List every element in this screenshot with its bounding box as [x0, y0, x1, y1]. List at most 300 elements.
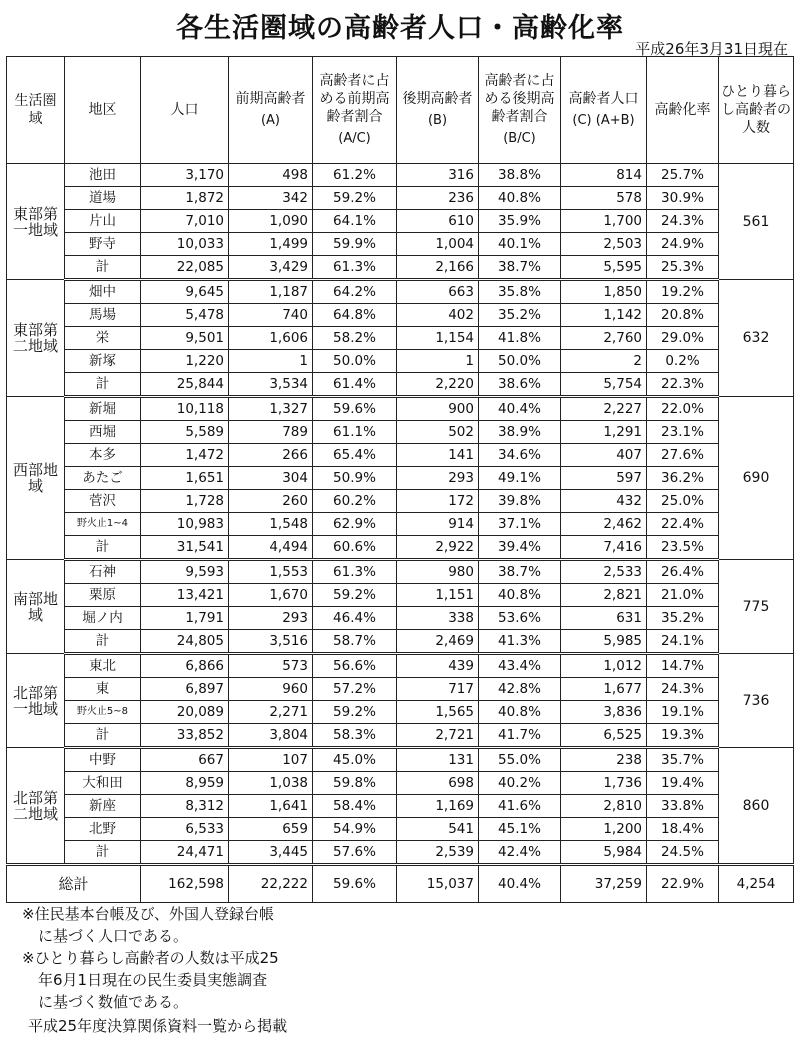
population-cell: 7,010: [141, 210, 229, 233]
late-ratio-cell: 37.1%: [479, 513, 561, 536]
grand-elderly-population-cell: 37,259: [561, 865, 647, 903]
early-elderly-cell: 1,553: [229, 560, 313, 584]
table-row: [7, 818, 794, 841]
aging-rate-cell: 20.8%: [647, 304, 719, 327]
late-elderly-cell: 1,169: [397, 795, 479, 818]
district-name: 北野: [65, 818, 141, 841]
early-elderly-cell: 107: [229, 748, 313, 772]
aging-rate-cell: 19.2%: [647, 280, 719, 304]
late-ratio-cell: 41.3%: [479, 630, 561, 654]
table-row: [7, 304, 794, 327]
living-alone-count: 775: [719, 560, 794, 654]
grand-population-cell: 162,598: [141, 865, 229, 903]
early-ratio-cell: 64.1%: [313, 210, 397, 233]
early-elderly-cell: 3,804: [229, 724, 313, 748]
population-cell: 13,421: [141, 584, 229, 607]
population-cell: 1,472: [141, 444, 229, 467]
header-late-ratio: 高齢者に占める後期高齢者割合 (B/C): [479, 57, 561, 164]
header-elderly-population: 高齢者人口 (C) (A+B): [561, 57, 647, 164]
early-ratio-cell: 59.8%: [313, 772, 397, 795]
late-ratio-cell: 41.8%: [479, 327, 561, 350]
aging-rate-cell: 18.4%: [647, 818, 719, 841]
population-cell: 8,312: [141, 795, 229, 818]
header-population: 人口: [141, 57, 229, 164]
as-of-date: 平成26年3月31日現在: [635, 40, 788, 58]
late-elderly-cell: 717: [397, 678, 479, 701]
early-elderly-cell: 1,038: [229, 772, 313, 795]
late-elderly-cell: 900: [397, 397, 479, 421]
district-name: 野火止1~4: [65, 513, 141, 536]
late-elderly-cell: 2,922: [397, 536, 479, 560]
late-ratio-cell: 38.9%: [479, 421, 561, 444]
aging-rate-cell: 30.9%: [647, 187, 719, 210]
early-ratio-cell: 62.9%: [313, 513, 397, 536]
header-area: 生活圏域: [7, 57, 65, 164]
elderly-population-cell: 1,850: [561, 280, 647, 304]
elderly-population-cell: 1,736: [561, 772, 647, 795]
aging-rate-cell: 33.8%: [647, 795, 719, 818]
table-row: [7, 654, 794, 678]
aging-rate-cell: 35.7%: [647, 748, 719, 772]
late-ratio-cell: 50.0%: [479, 350, 561, 373]
early-elderly-cell: 659: [229, 818, 313, 841]
early-elderly-cell: 304: [229, 467, 313, 490]
grand-late-elderly-cell: 15,037: [397, 865, 479, 903]
district-name: 新堀: [65, 397, 141, 421]
table-row: [7, 467, 794, 490]
district-name: 栄: [65, 327, 141, 350]
early-ratio-cell: 58.2%: [313, 327, 397, 350]
aging-rate-cell: 25.0%: [647, 490, 719, 513]
late-elderly-cell: 2,166: [397, 256, 479, 280]
late-elderly-cell: 1,565: [397, 701, 479, 724]
aging-rate-cell: 24.9%: [647, 233, 719, 256]
late-elderly-cell: 1,151: [397, 584, 479, 607]
grand-living-alone-count: 4,254: [719, 865, 794, 903]
late-ratio-cell: 40.2%: [479, 772, 561, 795]
note-line: に基づく数値である。: [38, 993, 189, 1011]
aging-rate-cell: 24.5%: [647, 841, 719, 865]
elderly-population-table: [6, 56, 794, 903]
note-line: ※住民基本台帳及び、外国人登録台帳: [22, 905, 274, 923]
elderly-population-cell: 597: [561, 467, 647, 490]
early-elderly-cell: 3,516: [229, 630, 313, 654]
elderly-population-cell: 2,760: [561, 327, 647, 350]
elderly-population-cell: 432: [561, 490, 647, 513]
late-ratio-cell: 41.6%: [479, 795, 561, 818]
early-elderly-cell: 1,641: [229, 795, 313, 818]
aging-rate-cell: 35.2%: [647, 607, 719, 630]
table-row: [7, 607, 794, 630]
district-name: 道場: [65, 187, 141, 210]
early-ratio-cell: 58.7%: [313, 630, 397, 654]
early-elderly-cell: 4,494: [229, 536, 313, 560]
elderly-population-cell: 1,012: [561, 654, 647, 678]
elderly-population-cell: 407: [561, 444, 647, 467]
late-ratio-cell: 39.8%: [479, 490, 561, 513]
aging-rate-cell: 36.2%: [647, 467, 719, 490]
late-ratio-cell: 55.0%: [479, 748, 561, 772]
elderly-population-cell: 7,416: [561, 536, 647, 560]
late-elderly-cell: 2,539: [397, 841, 479, 865]
grand-total-label: 総計: [7, 865, 141, 903]
subtotal-row: [7, 373, 794, 397]
district-name: 菅沢: [65, 490, 141, 513]
table-row: [7, 795, 794, 818]
population-cell: 10,983: [141, 513, 229, 536]
note-line: ※ひとり暮らし高齢者の人数は平成25: [22, 949, 279, 967]
late-ratio-cell: 40.8%: [479, 584, 561, 607]
early-elderly-cell: 260: [229, 490, 313, 513]
late-elderly-cell: 2,220: [397, 373, 479, 397]
table-row: [7, 421, 794, 444]
table-row: [7, 210, 794, 233]
elderly-population-cell: 6,525: [561, 724, 647, 748]
early-ratio-cell: 61.3%: [313, 256, 397, 280]
population-cell: 6,866: [141, 654, 229, 678]
late-ratio-cell: 35.9%: [479, 210, 561, 233]
elderly-population-cell: 2,503: [561, 233, 647, 256]
population-cell: 20,089: [141, 701, 229, 724]
subtotal-row: [7, 841, 794, 865]
late-elderly-cell: 610: [397, 210, 479, 233]
late-elderly-cell: 502: [397, 421, 479, 444]
early-elderly-cell: 266: [229, 444, 313, 467]
district-name: 野寺: [65, 233, 141, 256]
table-row: [7, 444, 794, 467]
elderly-population-cell: 2,810: [561, 795, 647, 818]
early-ratio-cell: 46.4%: [313, 607, 397, 630]
late-ratio-cell: 43.4%: [479, 654, 561, 678]
elderly-population-cell: 2: [561, 350, 647, 373]
late-ratio-cell: 42.8%: [479, 678, 561, 701]
early-ratio-cell: 59.2%: [313, 584, 397, 607]
aging-rate-cell: 0.2%: [647, 350, 719, 373]
population-cell: 5,478: [141, 304, 229, 327]
elderly-population-cell: 5,985: [561, 630, 647, 654]
elderly-population-cell: 2,227: [561, 397, 647, 421]
late-ratio-cell: 38.6%: [479, 373, 561, 397]
elderly-population-cell: 1,291: [561, 421, 647, 444]
district-name: 片山: [65, 210, 141, 233]
aging-rate-cell: 22.0%: [647, 397, 719, 421]
early-ratio-cell: 61.3%: [313, 560, 397, 584]
note-line: 年6月1日現在の民生委員実態調査: [38, 971, 268, 989]
table-row: [7, 678, 794, 701]
district-name: 中野: [65, 748, 141, 772]
table-row: [7, 772, 794, 795]
late-elderly-cell: 402: [397, 304, 479, 327]
early-ratio-cell: 45.0%: [313, 748, 397, 772]
early-ratio-cell: 61.2%: [313, 164, 397, 187]
elderly-population-cell: 2,533: [561, 560, 647, 584]
late-elderly-cell: 2,469: [397, 630, 479, 654]
district-name: 石神: [65, 560, 141, 584]
table-row: [7, 164, 794, 187]
early-elderly-cell: 1: [229, 350, 313, 373]
early-elderly-cell: 1,327: [229, 397, 313, 421]
elderly-population-cell: 5,595: [561, 256, 647, 280]
early-elderly-cell: 498: [229, 164, 313, 187]
aging-rate-cell: 25.7%: [647, 164, 719, 187]
district-name: 畑中: [65, 280, 141, 304]
population-cell: 3,170: [141, 164, 229, 187]
subtotal-label: 計: [65, 724, 141, 748]
early-elderly-cell: 789: [229, 421, 313, 444]
elderly-population-cell: 5,754: [561, 373, 647, 397]
late-ratio-cell: 35.8%: [479, 280, 561, 304]
elderly-population-cell: 5,984: [561, 841, 647, 865]
late-elderly-cell: 663: [397, 280, 479, 304]
early-ratio-cell: 58.4%: [313, 795, 397, 818]
early-ratio-cell: 50.0%: [313, 350, 397, 373]
early-ratio-cell: 60.6%: [313, 536, 397, 560]
header-district: 地区: [65, 57, 141, 164]
elderly-population-cell: 2,462: [561, 513, 647, 536]
early-ratio-cell: 61.4%: [313, 373, 397, 397]
elderly-population-cell: 1,142: [561, 304, 647, 327]
early-elderly-cell: 3,445: [229, 841, 313, 865]
aging-rate-cell: 19.4%: [647, 772, 719, 795]
early-ratio-cell: 60.2%: [313, 490, 397, 513]
elderly-population-cell: 631: [561, 607, 647, 630]
header-living-alone: ひとり暮らし高齢者の人数: [719, 57, 794, 164]
header-row: [7, 57, 794, 164]
table-row: [7, 748, 794, 772]
district-name: 新座: [65, 795, 141, 818]
subtotal-row: [7, 724, 794, 748]
late-ratio-cell: 40.4%: [479, 397, 561, 421]
table-row: [7, 490, 794, 513]
early-ratio-cell: 64.8%: [313, 304, 397, 327]
aging-rate-cell: 19.1%: [647, 701, 719, 724]
district-name: 栗原: [65, 584, 141, 607]
late-ratio-cell: 38.7%: [479, 560, 561, 584]
region-name: 南部地域: [7, 560, 65, 654]
table-row: [7, 584, 794, 607]
population-cell: 9,501: [141, 327, 229, 350]
table-row: [7, 280, 794, 304]
early-elderly-cell: 573: [229, 654, 313, 678]
late-elderly-cell: 141: [397, 444, 479, 467]
header-late-elderly: 後期高齢者 (B): [397, 57, 479, 164]
elderly-population-cell: 238: [561, 748, 647, 772]
early-ratio-cell: 57.6%: [313, 841, 397, 865]
region-name: 東部第二地域: [7, 280, 65, 397]
early-ratio-cell: 59.2%: [313, 701, 397, 724]
district-name: 新塚: [65, 350, 141, 373]
aging-rate-cell: 19.3%: [647, 724, 719, 748]
population-cell: 22,085: [141, 256, 229, 280]
aging-rate-cell: 24.1%: [647, 630, 719, 654]
grand-early-elderly-cell: 22,222: [229, 865, 313, 903]
late-ratio-cell: 35.2%: [479, 304, 561, 327]
aging-rate-cell: 14.7%: [647, 654, 719, 678]
living-alone-count: 860: [719, 748, 794, 865]
district-name: 池田: [65, 164, 141, 187]
table-row: [7, 560, 794, 584]
aging-rate-cell: 24.3%: [647, 210, 719, 233]
early-ratio-cell: 64.2%: [313, 280, 397, 304]
late-elderly-cell: 316: [397, 164, 479, 187]
table-row: [7, 187, 794, 210]
population-cell: 9,645: [141, 280, 229, 304]
population-cell: 1,872: [141, 187, 229, 210]
late-elderly-cell: 439: [397, 654, 479, 678]
population-cell: 33,852: [141, 724, 229, 748]
population-cell: 1,220: [141, 350, 229, 373]
district-name: 大和田: [65, 772, 141, 795]
header-aging-rate: 高齢化率: [647, 57, 719, 164]
district-name: 西堀: [65, 421, 141, 444]
late-ratio-cell: 40.8%: [479, 701, 561, 724]
aging-rate-cell: 22.4%: [647, 513, 719, 536]
table-row: [7, 350, 794, 373]
grand-late-ratio-cell: 40.4%: [479, 865, 561, 903]
source-note: 平成25年度決算関係資料一覧から掲載: [28, 1017, 288, 1035]
early-elderly-cell: 1,499: [229, 233, 313, 256]
population-cell: 6,533: [141, 818, 229, 841]
population-cell: 24,471: [141, 841, 229, 865]
note-line: に基づく人口である。: [38, 927, 189, 945]
early-elderly-cell: 1,090: [229, 210, 313, 233]
early-ratio-cell: 56.6%: [313, 654, 397, 678]
population-cell: 1,728: [141, 490, 229, 513]
late-elderly-cell: 172: [397, 490, 479, 513]
elderly-population-cell: 1,700: [561, 210, 647, 233]
table-row: [7, 233, 794, 256]
early-elderly-cell: 342: [229, 187, 313, 210]
living-alone-count: 561: [719, 164, 794, 280]
early-ratio-cell: 54.9%: [313, 818, 397, 841]
header-early-elderly: 前期高齢者 (A): [229, 57, 313, 164]
early-ratio-cell: 59.6%: [313, 397, 397, 421]
living-alone-count: 690: [719, 397, 794, 560]
population-cell: 24,805: [141, 630, 229, 654]
early-elderly-cell: 740: [229, 304, 313, 327]
late-ratio-cell: 39.4%: [479, 536, 561, 560]
aging-rate-cell: 27.6%: [647, 444, 719, 467]
late-elderly-cell: 541: [397, 818, 479, 841]
population-cell: 10,033: [141, 233, 229, 256]
late-elderly-cell: 698: [397, 772, 479, 795]
subtotal-row: [7, 256, 794, 280]
district-name: 堀ノ内: [65, 607, 141, 630]
aging-rate-cell: 22.3%: [647, 373, 719, 397]
late-elderly-cell: 1,004: [397, 233, 479, 256]
district-name: 東: [65, 678, 141, 701]
late-ratio-cell: 41.7%: [479, 724, 561, 748]
population-cell: 1,651: [141, 467, 229, 490]
late-ratio-cell: 42.4%: [479, 841, 561, 865]
elderly-population-cell: 814: [561, 164, 647, 187]
late-ratio-cell: 34.6%: [479, 444, 561, 467]
early-ratio-cell: 65.4%: [313, 444, 397, 467]
subtotal-label: 計: [65, 536, 141, 560]
population-cell: 10,118: [141, 397, 229, 421]
population-cell: 6,897: [141, 678, 229, 701]
late-elderly-cell: 914: [397, 513, 479, 536]
district-name: 本多: [65, 444, 141, 467]
subtotal-label: 計: [65, 256, 141, 280]
elderly-population-cell: 1,200: [561, 818, 647, 841]
elderly-population-cell: 2,821: [561, 584, 647, 607]
region-name: 北部第二地域: [7, 748, 65, 865]
late-ratio-cell: 49.1%: [479, 467, 561, 490]
early-elderly-cell: 3,534: [229, 373, 313, 397]
early-elderly-cell: 1,187: [229, 280, 313, 304]
late-elderly-cell: 1: [397, 350, 479, 373]
early-ratio-cell: 57.2%: [313, 678, 397, 701]
population-cell: 31,541: [141, 536, 229, 560]
late-elderly-cell: 338: [397, 607, 479, 630]
region-name: 東部第一地域: [7, 164, 65, 280]
footnotes: [22, 903, 279, 1013]
district-name: あたご: [65, 467, 141, 490]
late-ratio-cell: 53.6%: [479, 607, 561, 630]
aging-rate-cell: 25.3%: [647, 256, 719, 280]
late-elderly-cell: 293: [397, 467, 479, 490]
elderly-population-cell: 1,677: [561, 678, 647, 701]
grand-early-ratio-cell: 59.6%: [313, 865, 397, 903]
aging-rate-cell: 21.0%: [647, 584, 719, 607]
table-row: [7, 397, 794, 421]
population-cell: 667: [141, 748, 229, 772]
grand-total-row: [7, 865, 794, 903]
early-elderly-cell: 2,271: [229, 701, 313, 724]
elderly-population-cell: 3,836: [561, 701, 647, 724]
early-ratio-cell: 58.3%: [313, 724, 397, 748]
late-ratio-cell: 40.8%: [479, 187, 561, 210]
district-name: 野火止5~8: [65, 701, 141, 724]
early-ratio-cell: 59.2%: [313, 187, 397, 210]
subtotal-row: [7, 536, 794, 560]
late-ratio-cell: 45.1%: [479, 818, 561, 841]
early-ratio-cell: 61.1%: [313, 421, 397, 444]
population-cell: 9,593: [141, 560, 229, 584]
early-elderly-cell: 960: [229, 678, 313, 701]
region-name: 北部第一地域: [7, 654, 65, 748]
aging-rate-cell: 24.3%: [647, 678, 719, 701]
early-elderly-cell: 1,606: [229, 327, 313, 350]
aging-rate-cell: 26.4%: [647, 560, 719, 584]
table-row: [7, 513, 794, 536]
living-alone-count: 736: [719, 654, 794, 748]
page-title: 各生活圏域の高齢者人口・高齢化率: [176, 13, 624, 44]
late-elderly-cell: 236: [397, 187, 479, 210]
late-elderly-cell: 131: [397, 748, 479, 772]
late-elderly-cell: 980: [397, 560, 479, 584]
early-ratio-cell: 59.9%: [313, 233, 397, 256]
population-cell: 5,589: [141, 421, 229, 444]
district-name: 東北: [65, 654, 141, 678]
region-name: 西部地域: [7, 397, 65, 560]
population-cell: 1,791: [141, 607, 229, 630]
late-ratio-cell: 38.7%: [479, 256, 561, 280]
subtotal-label: 計: [65, 373, 141, 397]
table-row: [7, 327, 794, 350]
early-ratio-cell: 50.9%: [313, 467, 397, 490]
late-ratio-cell: 38.8%: [479, 164, 561, 187]
aging-rate-cell: 23.1%: [647, 421, 719, 444]
table-row: [7, 701, 794, 724]
early-elderly-cell: 293: [229, 607, 313, 630]
population-cell: 25,844: [141, 373, 229, 397]
early-elderly-cell: 3,429: [229, 256, 313, 280]
late-elderly-cell: 2,721: [397, 724, 479, 748]
late-ratio-cell: 40.1%: [479, 233, 561, 256]
elderly-population-cell: 578: [561, 187, 647, 210]
